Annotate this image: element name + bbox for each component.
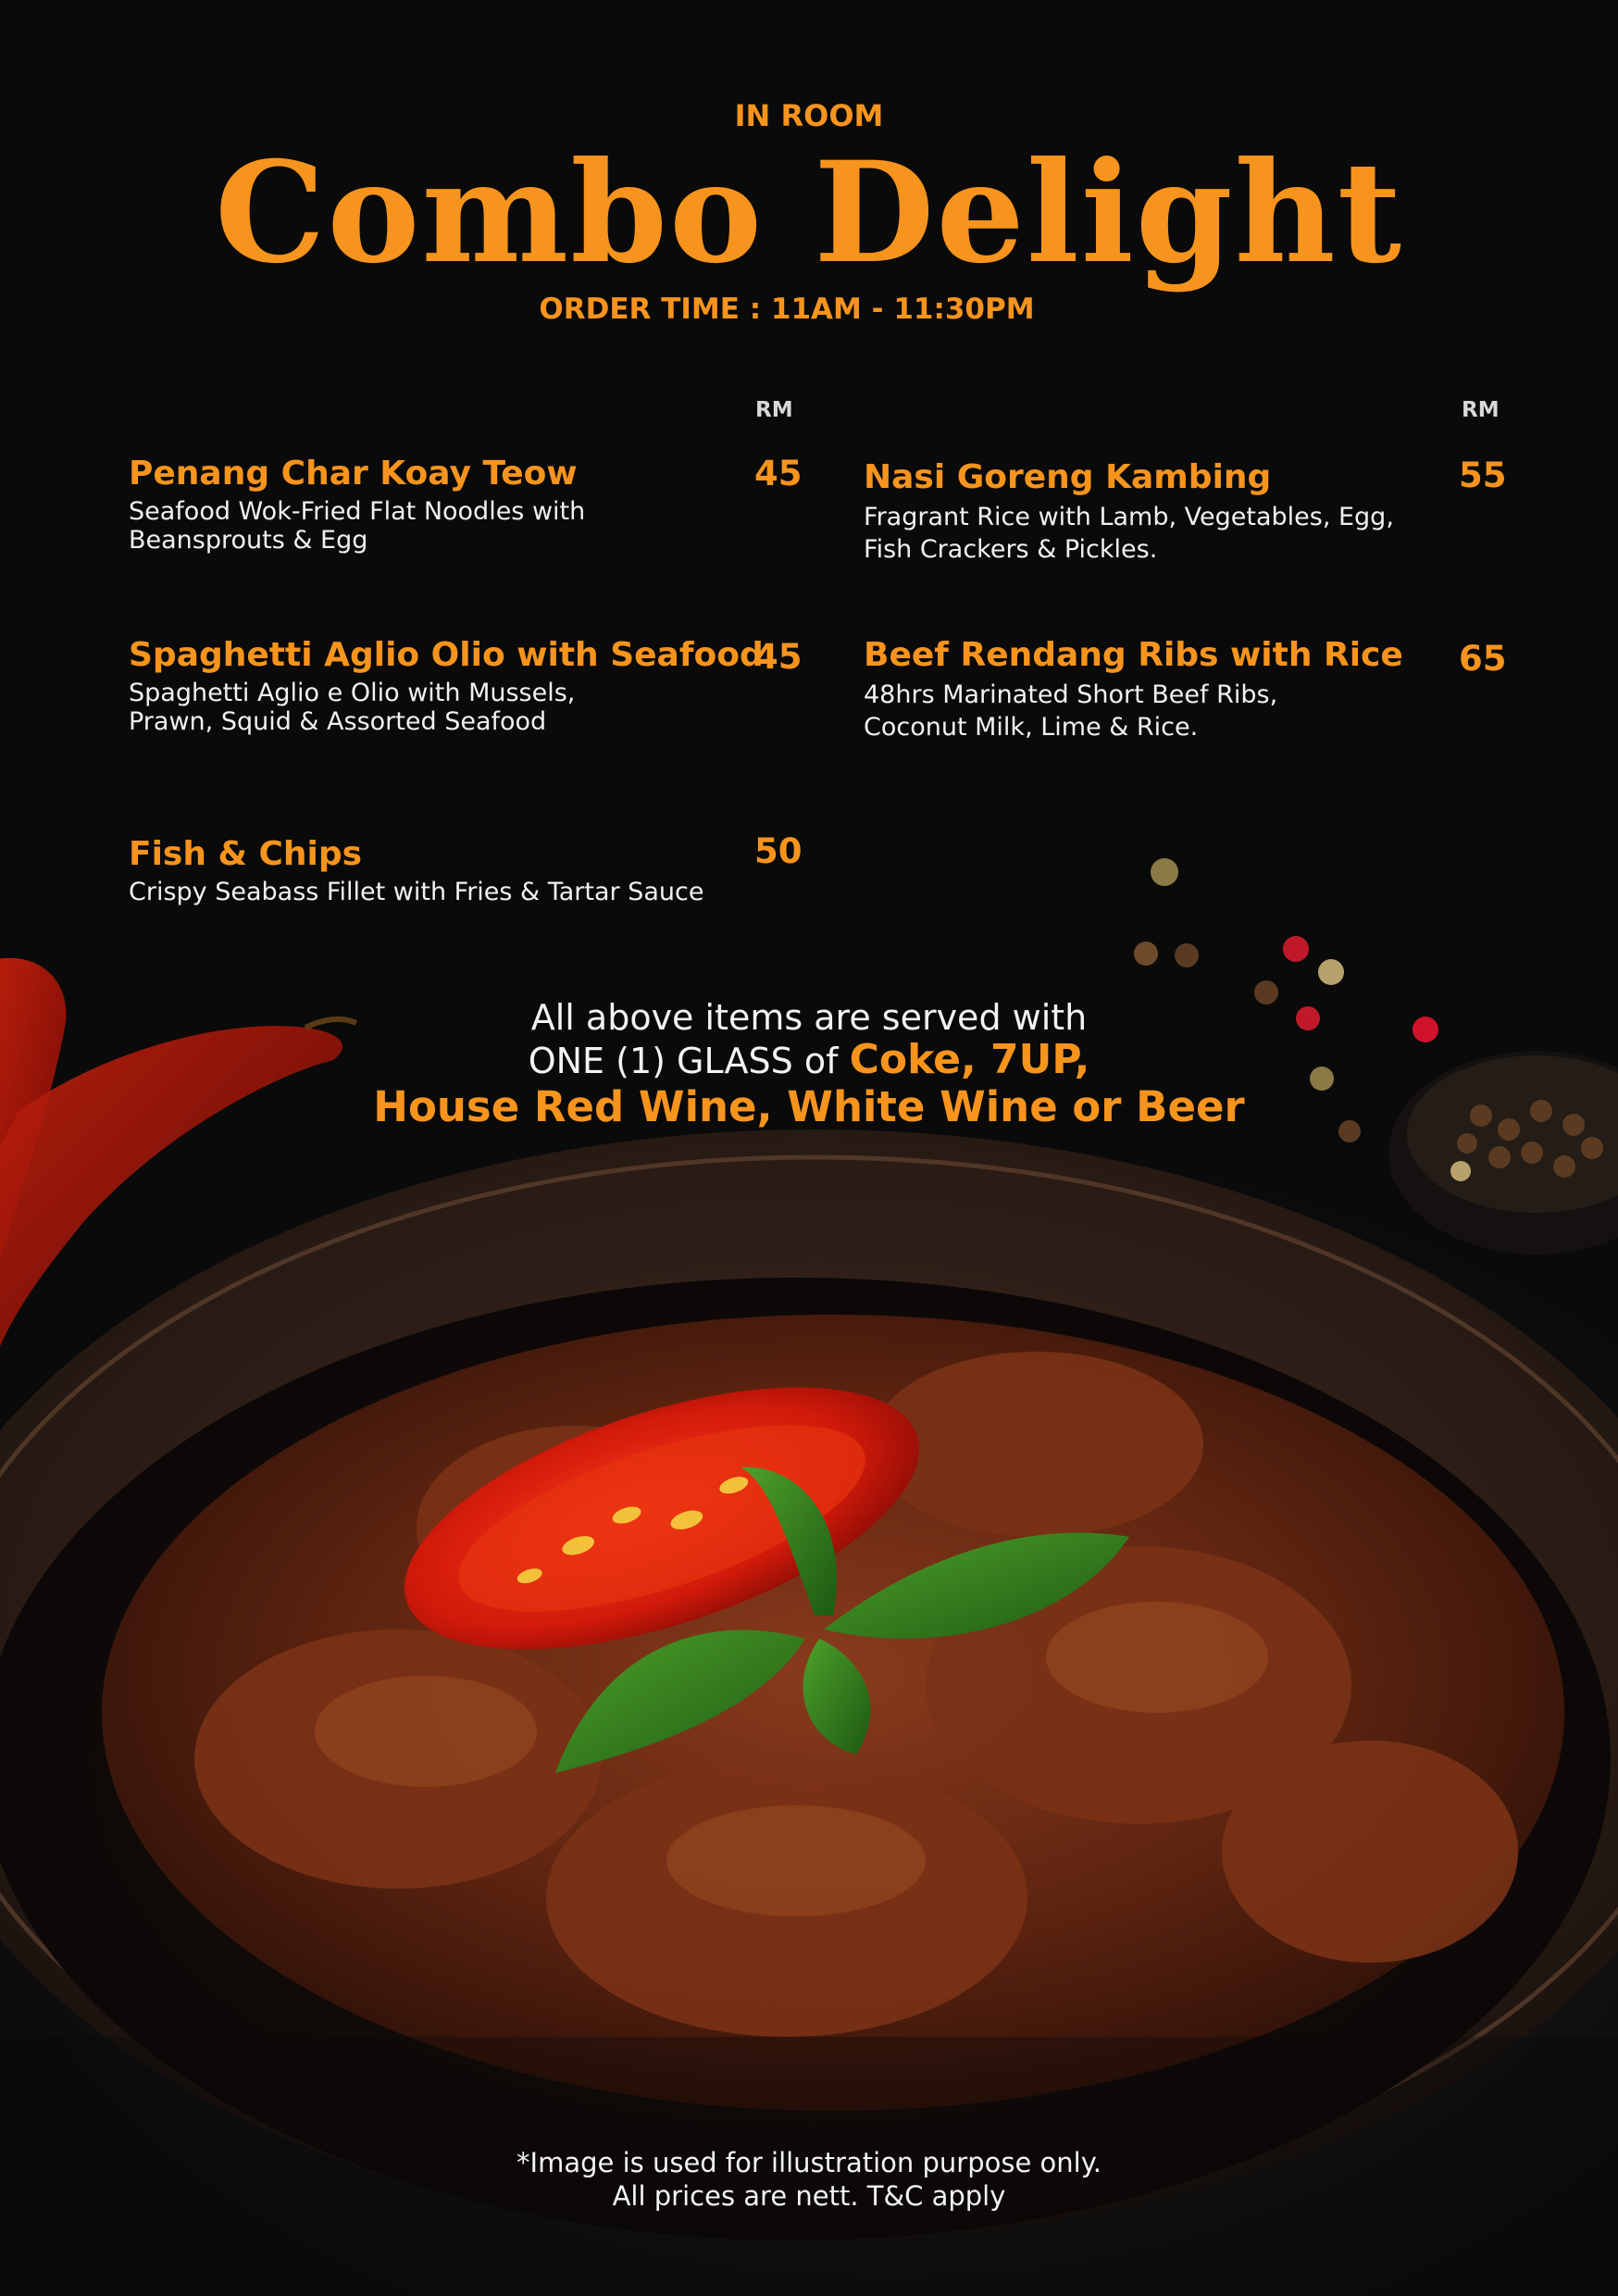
menu-item-nasi-goreng-kambing (864, 457, 1394, 565)
menu-item-desc-line: Beansprouts & Egg (129, 526, 368, 555)
order-time: ORDER TIME : 11AM - 11:30PM (539, 293, 1035, 326)
menu-item-price: 50 (754, 831, 803, 871)
menu-item-desc-line: 48hrs Marinated Short Beef Ribs, (864, 680, 1278, 709)
menu-item-desc-line: Crispy Seabass Fillet with Fries & Tartar Sauce (129, 878, 704, 906)
disclaimer-line: All prices are nett. T&C apply (612, 2180, 1006, 2212)
menu-item-price: 45 (754, 454, 803, 493)
served-with-line (0, 1036, 1618, 1083)
page-title: Combo Delight (214, 131, 1403, 294)
menu-item-name: Penang Char Koay Teow (129, 455, 578, 493)
menu-item-price: 65 (1459, 639, 1507, 679)
menu-item-name: Beef Rendang Ribs with Rice (864, 636, 1403, 674)
served-with-highlight: Coke, 7UP, (849, 1036, 1090, 1083)
menu-item-fish-and-chips (129, 834, 703, 907)
menu-item-price: 45 (754, 637, 803, 677)
menu-item-name: Nasi Goreng Kambing (864, 458, 1272, 496)
currency-label-left: RM (755, 398, 793, 422)
menu-item-desc-line: Seafood Wok-Fried Flat Noodles with (129, 497, 586, 526)
served-with-drinks: House Red Wine, White Wine or Beer (373, 1082, 1245, 1131)
menu-item-desc-line: Fragrant Rice with Lamb, Vegetables, Egg, (864, 503, 1394, 531)
menu-item-name: Fish & Chips (129, 835, 363, 873)
menu-item-spaghetti-aglio-olio (129, 635, 764, 737)
served-with-prefix: ONE (1) GLASS of (528, 1041, 839, 1081)
menu-item-desc-line: Spaghetti Aglio e Olio with Mussels, (129, 679, 576, 707)
menu-item-price: 55 (1459, 455, 1507, 495)
menu-item-beef-rendang-ribs (864, 635, 1403, 742)
dish-photo-icon (0, 1129, 1618, 2296)
currency-label-right: RM (1462, 398, 1500, 422)
menu-item-penang-char-koay-teow (129, 454, 585, 555)
menu-item-desc-line: Prawn, Squid & Assorted Seafood (129, 707, 547, 736)
served-with-note (0, 996, 1618, 1132)
kicker-text: IN ROOM (734, 98, 884, 133)
menu-item-name: Spaghetti Aglio Olio with Seafood (129, 636, 764, 674)
served-with-line: All above items are served with (530, 997, 1088, 1038)
menu-item-desc-line: Fish Crackers & Pickles. (864, 535, 1158, 564)
menu-item-desc-line: Coconut Milk, Lime & Rice. (864, 713, 1199, 742)
disclaimer-line: *Image is used for illustration purpose only. (517, 2147, 1101, 2178)
disclaimer (0, 2146, 1618, 2213)
